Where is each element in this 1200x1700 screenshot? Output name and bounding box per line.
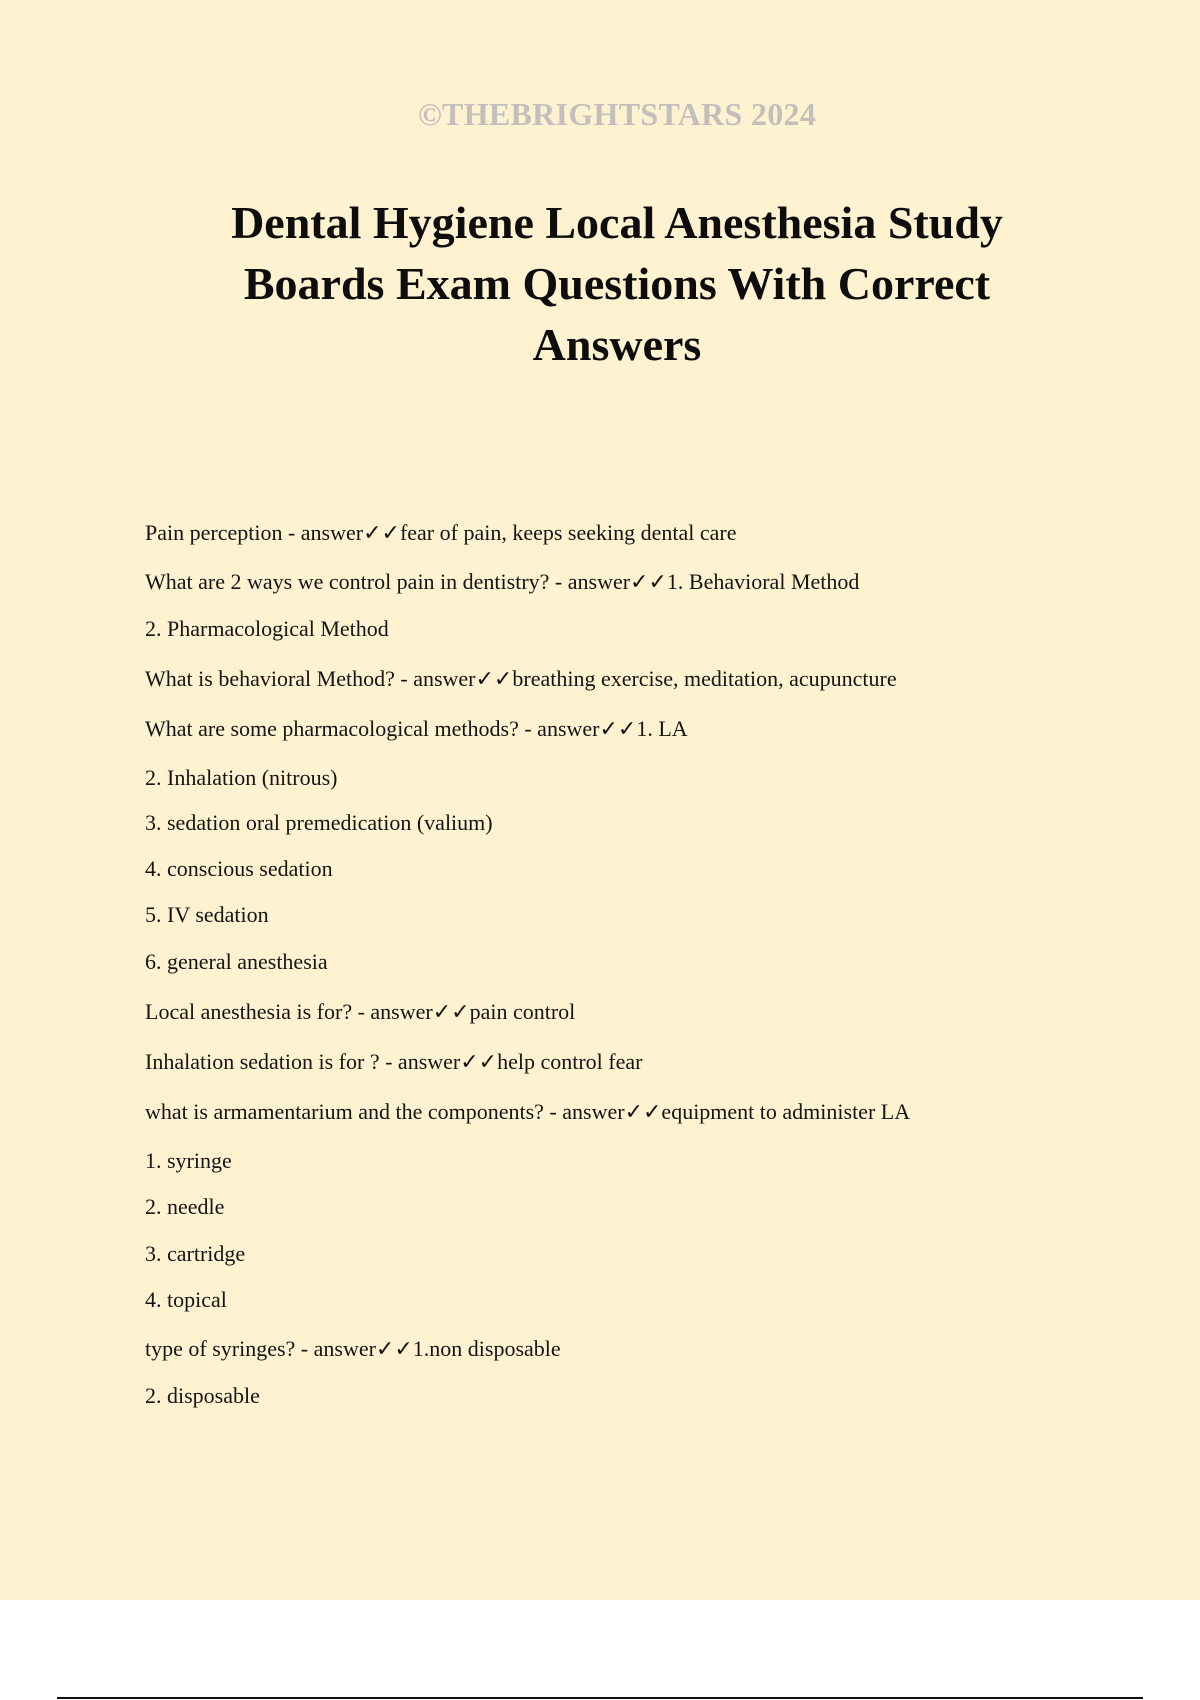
qa-line: 6. general anesthesia (145, 949, 328, 974)
qa-line: What are 2 ways we control pain in dentistry? - answer✓✓1. Behavioral Method (145, 569, 860, 594)
qa-line: Local anesthesia is for? - answer✓✓pain control (145, 999, 576, 1024)
copyright-watermark: ©THEBRIGHTSTARS 2024 (417, 96, 817, 132)
qa-line: 4. topical (145, 1287, 227, 1312)
qa-line: 4. conscious sedation (145, 856, 333, 881)
qa-line: 5. IV sedation (145, 902, 269, 927)
qa-line: 3. sedation oral premedication (valium) (145, 810, 493, 835)
qa-line: 1. syringe (145, 1148, 232, 1173)
qa-line: Inhalation sedation is for ? - answer✓✓help control fear (145, 1049, 643, 1074)
qa-line: 2. disposable (145, 1383, 260, 1408)
qa-line: type of syringes? - answer✓✓1.non disposable (145, 1336, 561, 1361)
qa-line: what is armamentarium and the components? - answer✓✓equipment to administer LA (145, 1099, 911, 1124)
qa-line: 2. Pharmacological Method (145, 616, 389, 641)
qa-line: What is behavioral Method? - answer✓✓breathing exercise, meditation, acupuncture (145, 666, 897, 691)
qa-line: Pain perception - answer✓✓fear of pain, keeps seeking dental care (145, 520, 737, 545)
qa-line: 2. Inhalation (nitrous) (145, 765, 338, 790)
qa-line: 2. needle (145, 1194, 225, 1219)
page-divider (57, 1697, 1143, 1699)
document-title: Dental Hygiene Local Anesthesia Study Boards Exam Questions With Correct Answers (231, 197, 1003, 370)
qa-line: What are some pharmacological methods? - answer✓✓1. LA (145, 716, 688, 741)
qa-line: 3. cartridge (145, 1241, 246, 1266)
